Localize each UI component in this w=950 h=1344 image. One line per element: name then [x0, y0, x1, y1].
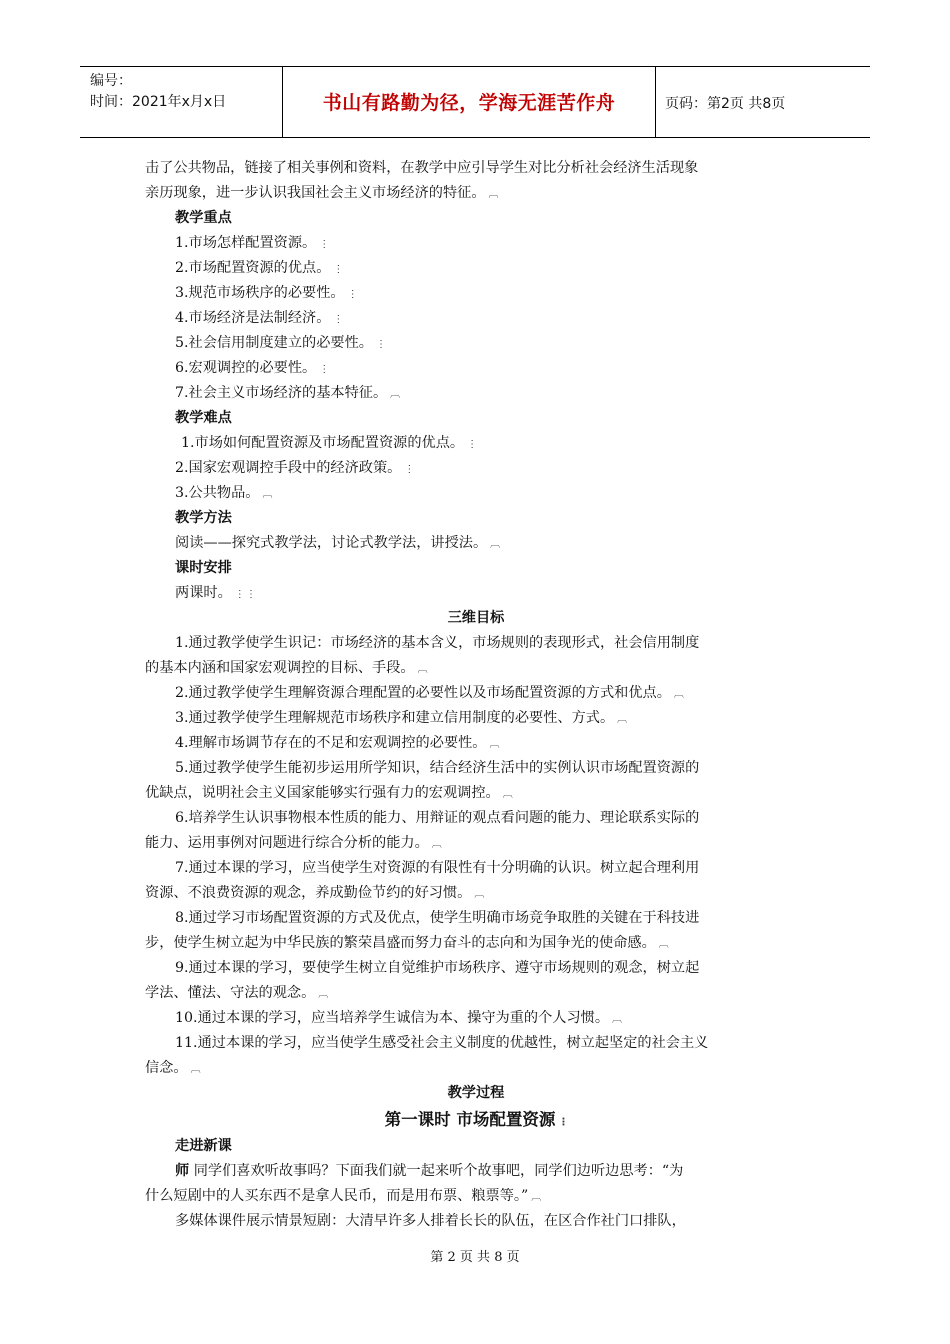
document-number-label: 编号： — [90, 73, 132, 89]
mark-icon: ⋮ — [333, 264, 343, 275]
paragraph-mark-icon: ︹ — [474, 889, 484, 900]
goal-line: 信念。 ︹ — [145, 1060, 200, 1076]
paragraph-mark-icon: ︹ — [318, 989, 328, 1000]
document-date: 时间：2021年x月x日 — [90, 94, 227, 110]
header-divider — [655, 67, 656, 137]
intro-heading: 走进新课 — [175, 1138, 232, 1154]
difficulty-item: 1.市场如何配置资源及市场配置资源的优点。 ⋮ — [181, 435, 477, 451]
schedule-heading: 课时安排 — [175, 560, 232, 576]
difficulties-heading: 教学难点 — [175, 410, 232, 426]
teacher-line-continued: 什么短剧中的人买东西不是拿人民币，而是用布票、粮票等。” ︹ — [145, 1188, 541, 1204]
mark-icon: ⋮ — [558, 1117, 568, 1128]
goal-line: 优缺点，说明社会主义国家能够实行强有力的宏观调控。 ︹ — [145, 785, 512, 801]
goal-line: 资源、不浪费资源的观念，养成勤俭节约的好习惯。 ︹ — [145, 885, 484, 901]
paragraph-mark-icon: ︹ — [417, 664, 427, 675]
paragraph-mark-icon: ︹ — [617, 714, 627, 725]
goal-line: 2.通过教学使学生理解资源合理配置的必要性以及市场配置资源的方式和优点。 ︹ — [175, 685, 683, 701]
header-meta — [90, 71, 280, 113]
mark-icon: ⋮ — [319, 364, 329, 375]
goal-line: 1.通过教学使学生识记：市场经济的基本含义，市场规则的表现形式，社会信用制度 — [175, 635, 700, 651]
paragraph-mark-icon: ︹ — [658, 939, 668, 950]
goal-line: 11.通过本课的学习，应当使学生感受社会主义制度的优越性，树立起坚定的社会主义 — [175, 1035, 709, 1051]
schedule-text: 两课时。 ⋮ ⋮ — [175, 585, 255, 601]
goal-line: 5.通过教学使学生能初步运用所学知识，结合经济生活中的实例认识市场配置资源的 — [175, 760, 700, 776]
header-motto: 书山有路勤为径，学海无涯苦作舟 — [322, 92, 616, 114]
goal-line: 3.通过教学使学生理解规范市场秩序和建立信用制度的必要性、方式。 ︹ — [175, 710, 627, 726]
key-points-heading: 教学重点 — [175, 210, 232, 226]
mark-icon: ⋮ — [375, 339, 385, 350]
goals-list — [145, 631, 807, 1081]
mark-icon: ⋮ — [404, 464, 414, 475]
paragraph-mark-icon: ︹ — [489, 739, 499, 750]
page-footer: 第 2 页 共 8 页 — [430, 1250, 520, 1265]
paragraph-mark-icon: ︹ — [531, 1192, 541, 1203]
paragraph-mark-icon: ︹ — [490, 539, 500, 550]
teacher-line: 师 同学们喜欢听故事吗？下面我们就一起来听个故事吧，同学们边听边思考：“为 — [175, 1163, 684, 1179]
goal-line: 7.通过本课的学习，应当使学生对资源的有限性有十分明确的认识。树立起合理利用 — [175, 860, 700, 876]
intro-line: 击了公共物品，链接了相关事例和资料，在教学中应引导学生对比分析社会经济生活现象 — [145, 160, 699, 176]
lesson-title: 第一课时 市场配置资源 ⋮ — [384, 1110, 568, 1129]
key-point-item: 7.社会主义市场经济的基本特征。 ︹ — [175, 385, 400, 401]
difficulty-item: 2.国家宏观调控手段中的经济政策。 ⋮ — [175, 460, 414, 476]
page-header — [80, 66, 870, 138]
goal-line: 能力、运用事例对问题进行综合分析的能力。 ︹ — [145, 835, 441, 851]
key-point-item: 3.规范市场秩序的必要性。 ⋮ — [175, 285, 357, 301]
process-heading: 教学过程 — [447, 1085, 505, 1101]
mark-icon: ⋮ ⋮ — [234, 589, 255, 600]
goal-line: 4.理解市场调节存在的不足和宏观调控的必要性。 ︹ — [175, 735, 499, 751]
paragraph-mark-icon: ︹ — [190, 1064, 200, 1075]
methods-heading: 教学方法 — [175, 510, 232, 526]
key-point-item: 2.市场配置资源的优点。 ⋮ — [175, 260, 343, 276]
mark-icon: ⋮ — [319, 239, 329, 250]
goal-line: 6.培养学生认识事物根本性质的能力、用辩证的观点看问题的能力、理论联系实际的 — [175, 810, 700, 826]
intro-line: 亲历现象，进一步认识我国社会主义市场经济的特征。 ︹ — [145, 185, 498, 201]
key-point-item: 4.市场经济是法制经济。 ⋮ — [175, 310, 343, 326]
paragraph-mark-icon: ︹ — [262, 489, 272, 500]
paragraph-mark-icon: ︹ — [390, 389, 400, 400]
methods-text: 阅读——探究式教学法，讨论式教学法，讲授法。 ︹ — [175, 535, 500, 551]
goal-line: 的基本内涵和国家宏观调控的目标、手段。 ︹ — [145, 660, 427, 676]
key-point-item: 5.社会信用制度建立的必要性。 ⋮ — [175, 335, 385, 351]
paragraph-mark-icon: ︹ — [612, 1014, 622, 1025]
paragraph-mark-icon: ︹ — [431, 839, 441, 850]
mark-icon: ⋮ — [333, 314, 343, 325]
goal-line: 学法、懂法、守法的观念。 ︹ — [145, 985, 328, 1001]
teacher-label: 师 — [175, 1163, 190, 1179]
goal-line: 8.通过学习市场配置资源的方式及优点，使学生明确市场竞争取胜的关键在于科技进 — [175, 910, 700, 926]
header-page-info: 页码：第2页 共8页 — [665, 96, 786, 112]
goal-line: 9.通过本课的学习，要使学生树立自觉维护市场秩序、遵守市场规则的观念，树立起 — [175, 960, 700, 976]
mark-icon: ⋮ — [347, 289, 357, 300]
goal-line: 10.通过本课的学习，应当培养学生诚信为本、操守为重的个人习惯。 ︹ — [175, 1010, 622, 1026]
mark-icon: ⋮ — [467, 439, 477, 450]
scene-line: 多媒体课件展示情景短剧：大清早许多人排着长长的队伍，在区合作社门口排队， — [175, 1213, 686, 1229]
goals-heading: 三维目标 — [447, 610, 505, 626]
key-point-item: 6.宏观调控的必要性。 ⋮ — [175, 360, 329, 376]
goal-line: 步，使学生树立起为中华民族的繁荣昌盛而努力奋斗的志向和为国争光的使命感。 ︹ — [145, 935, 668, 951]
document-body — [145, 156, 807, 1234]
paragraph-mark-icon: ︹ — [673, 689, 683, 700]
key-point-item: 1.市场怎样配置资源。 ⋮ — [175, 235, 329, 251]
paragraph-mark-icon: ︹ — [488, 189, 498, 200]
paragraph-mark-icon: ︹ — [502, 789, 512, 800]
difficulty-item: 3.公共物品。 ︹ — [175, 485, 272, 501]
